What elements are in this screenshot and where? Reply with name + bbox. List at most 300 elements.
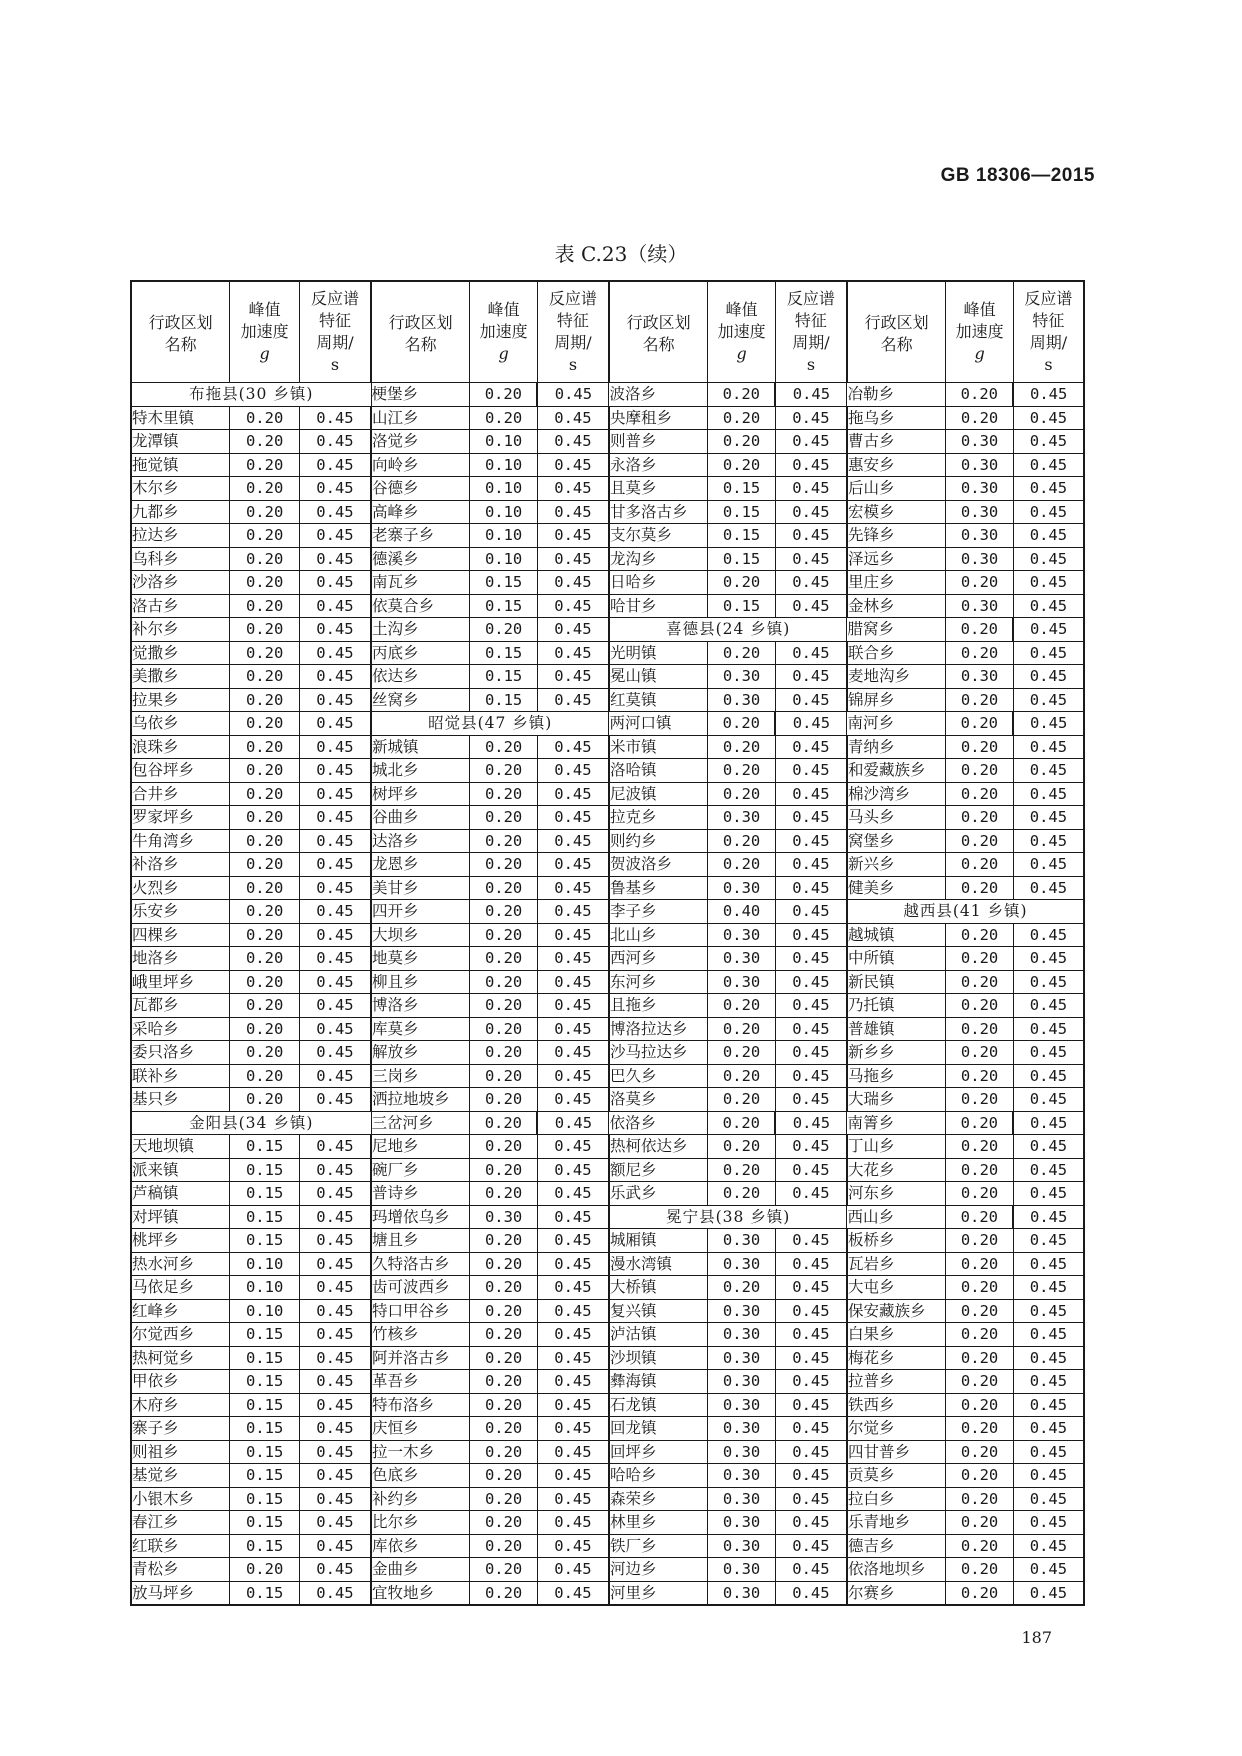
township-name: 竹核乡: [371, 1323, 470, 1347]
peak-acceleration: 0.20: [470, 1370, 538, 1394]
peak-acceleration: 0.20: [946, 1158, 1014, 1182]
township-name: 泸沽镇: [609, 1323, 708, 1347]
peak-acceleration: 0.20: [946, 641, 1014, 665]
peak-acceleration: 0.20: [708, 1064, 776, 1088]
characteristic-period: 0.45: [1013, 1229, 1084, 1253]
peak-acceleration: 0.20: [470, 900, 538, 924]
characteristic-period: 0.45: [537, 453, 609, 477]
township-name: 木尔乡: [131, 477, 230, 501]
characteristic-period: 0.45: [537, 1299, 609, 1323]
township-name: 采哈乡: [131, 1017, 230, 1041]
township-name: 沙坝镇: [609, 1346, 708, 1370]
township-name: 西河乡: [609, 947, 708, 971]
column-header-name: 行政区划 名称: [131, 281, 230, 383]
characteristic-period: 0.45: [299, 853, 371, 877]
township-name: 塘且乡: [371, 1229, 470, 1253]
peak-acceleration: 0.20: [470, 1252, 538, 1276]
peak-acceleration: 0.20: [946, 1393, 1014, 1417]
characteristic-period: 0.45: [775, 547, 847, 571]
characteristic-period: 0.45: [775, 430, 847, 454]
peak-acceleration: 0.20: [230, 806, 300, 830]
characteristic-period: 0.45: [537, 1370, 609, 1394]
characteristic-period: 0.45: [1013, 618, 1084, 642]
township-name: 达洛乡: [371, 829, 470, 853]
characteristic-period: 0.45: [299, 712, 371, 736]
characteristic-period: 0.45: [299, 1417, 371, 1441]
peak-acceleration: 0.20: [946, 994, 1014, 1018]
township-name: 尔赛乡: [847, 1581, 946, 1605]
characteristic-period: 0.45: [1013, 688, 1084, 712]
characteristic-period: 0.45: [537, 759, 609, 783]
township-name: 尼波镇: [609, 782, 708, 806]
township-name: 南瓦乡: [371, 571, 470, 595]
township-name: 春江乡: [131, 1511, 230, 1535]
peak-acceleration: 0.20: [470, 994, 538, 1018]
township-name: 哈哈乡: [609, 1464, 708, 1488]
township-name: 尔觉西乡: [131, 1323, 230, 1347]
township-name: 木府乡: [131, 1393, 230, 1417]
peak-acceleration: 0.20: [708, 1111, 776, 1135]
township-name: 补洛乡: [131, 853, 230, 877]
township-name: 西山乡: [847, 1205, 946, 1229]
column-header-pga: 峰值 加速度 g: [708, 281, 776, 383]
characteristic-period: 0.45: [299, 994, 371, 1018]
table-row: [131, 782, 1084, 806]
township-name: 革吾乡: [371, 1370, 470, 1394]
characteristic-period: 0.45: [1013, 430, 1084, 454]
table-row: [131, 1440, 1084, 1464]
characteristic-period: 0.45: [299, 970, 371, 994]
township-name: 色底乡: [371, 1464, 470, 1488]
characteristic-period: 0.45: [537, 1229, 609, 1253]
peak-acceleration: 0.30: [708, 688, 776, 712]
township-name: 彝海镇: [609, 1370, 708, 1394]
peak-acceleration: 0.20: [946, 1229, 1014, 1253]
characteristic-period: 0.45: [775, 970, 847, 994]
peak-acceleration: 0.20: [946, 829, 1014, 853]
township-name: 泽远乡: [847, 547, 946, 571]
table-row: [131, 1323, 1084, 1347]
characteristic-period: 0.45: [537, 524, 609, 548]
characteristic-period: 0.45: [775, 1534, 847, 1558]
characteristic-period: 0.45: [299, 500, 371, 524]
peak-acceleration: 0.20: [230, 430, 300, 454]
peak-acceleration: 0.20: [470, 1581, 538, 1605]
township-name: 大瑞乡: [847, 1088, 946, 1112]
characteristic-period: 0.45: [1013, 1581, 1084, 1605]
township-name: 宜牧地乡: [371, 1581, 470, 1605]
characteristic-period: 0.45: [537, 1511, 609, 1535]
characteristic-period: 0.45: [299, 1252, 371, 1276]
peak-acceleration: 0.20: [230, 571, 300, 595]
peak-acceleration: 0.20: [946, 618, 1014, 642]
characteristic-period: 0.45: [775, 806, 847, 830]
characteristic-period: 0.45: [1013, 1487, 1084, 1511]
characteristic-period: 0.45: [299, 1182, 371, 1206]
township-name: 马头乡: [847, 806, 946, 830]
characteristic-period: 0.45: [775, 1511, 847, 1535]
township-name: 南箐乡: [847, 1111, 946, 1135]
township-name: 洛古乡: [131, 594, 230, 618]
characteristic-period: 0.45: [537, 1111, 609, 1135]
table-row: [131, 970, 1084, 994]
township-name: 博洛乡: [371, 994, 470, 1018]
township-name: 拉果乡: [131, 688, 230, 712]
characteristic-period: 0.45: [775, 829, 847, 853]
characteristic-period: 0.45: [299, 735, 371, 759]
characteristic-period: 0.45: [775, 759, 847, 783]
township-name: 冕山镇: [609, 665, 708, 689]
characteristic-period: 0.45: [299, 1534, 371, 1558]
township-name: 复兴镇: [609, 1299, 708, 1323]
peak-acceleration: 0.20: [946, 1370, 1014, 1394]
peak-acceleration: 0.20: [946, 383, 1014, 407]
peak-acceleration: 0.20: [708, 782, 776, 806]
township-name: 补约乡: [371, 1487, 470, 1511]
township-name: 洛哈镇: [609, 759, 708, 783]
table-row: [131, 1393, 1084, 1417]
characteristic-period: 0.45: [537, 1393, 609, 1417]
peak-acceleration: 0.20: [230, 1088, 300, 1112]
characteristic-period: 0.45: [537, 1581, 609, 1605]
township-name: 谷曲乡: [371, 806, 470, 830]
township-name: 米市镇: [609, 735, 708, 759]
characteristic-period: 0.45: [775, 1229, 847, 1253]
peak-acceleration: 0.30: [708, 1252, 776, 1276]
table-row: [131, 547, 1084, 571]
county-heading: 布拖县(30 乡镇): [131, 383, 371, 407]
township-name: 阿并洛古乡: [371, 1346, 470, 1370]
characteristic-period: 0.45: [299, 453, 371, 477]
characteristic-period: 0.45: [1013, 1135, 1084, 1159]
characteristic-period: 0.45: [299, 1205, 371, 1229]
peak-acceleration: 0.30: [708, 1487, 776, 1511]
peak-acceleration: 0.30: [708, 1558, 776, 1582]
table-row: [131, 1581, 1084, 1605]
peak-acceleration: 0.30: [708, 1534, 776, 1558]
table-row: [131, 477, 1084, 501]
characteristic-period: 0.45: [1013, 1017, 1084, 1041]
county-heading: 越西县(41 乡镇): [847, 900, 1084, 924]
township-name: 美甘乡: [371, 876, 470, 900]
township-name: 三岔河乡: [371, 1111, 470, 1135]
township-name: 齿可波西乡: [371, 1276, 470, 1300]
township-name: 南河乡: [847, 712, 946, 736]
peak-acceleration: 0.15: [470, 665, 538, 689]
township-name: 特木里镇: [131, 406, 230, 430]
peak-acceleration: 0.30: [708, 1370, 776, 1394]
table-row: [131, 453, 1084, 477]
peak-acceleration: 0.15: [470, 571, 538, 595]
peak-acceleration: 0.20: [470, 947, 538, 971]
peak-acceleration: 0.20: [946, 1041, 1014, 1065]
characteristic-period: 0.45: [1013, 1299, 1084, 1323]
township-name: 锦屏乡: [847, 688, 946, 712]
table-row: [131, 1464, 1084, 1488]
peak-acceleration: 0.20: [708, 406, 776, 430]
characteristic-period: 0.45: [775, 853, 847, 877]
peak-acceleration: 0.10: [470, 524, 538, 548]
peak-acceleration: 0.20: [470, 406, 538, 430]
characteristic-period: 0.45: [299, 1158, 371, 1182]
peak-acceleration: 0.20: [708, 453, 776, 477]
township-name: 贡莫乡: [847, 1464, 946, 1488]
characteristic-period: 0.45: [1013, 712, 1084, 736]
township-name: 柳且乡: [371, 970, 470, 994]
township-name: 新乡乡: [847, 1041, 946, 1065]
peak-acceleration: 0.20: [946, 1511, 1014, 1535]
column-header-pga: 峰值 加速度 g: [946, 281, 1014, 383]
township-name: 德吉乡: [847, 1534, 946, 1558]
peak-acceleration: 0.20: [946, 1182, 1014, 1206]
characteristic-period: 0.45: [299, 829, 371, 853]
township-name: 尼地乡: [371, 1135, 470, 1159]
table-row: [131, 1534, 1084, 1558]
peak-acceleration: 0.20: [470, 923, 538, 947]
characteristic-period: 0.45: [537, 1534, 609, 1558]
township-name: 则普乡: [609, 430, 708, 454]
township-name: 龙沟乡: [609, 547, 708, 571]
characteristic-period: 0.45: [775, 1158, 847, 1182]
township-name: 丁山乡: [847, 1135, 946, 1159]
peak-acceleration: 0.30: [708, 1299, 776, 1323]
characteristic-period: 0.45: [299, 759, 371, 783]
peak-acceleration: 0.20: [946, 759, 1014, 783]
characteristic-period: 0.45: [1013, 1276, 1084, 1300]
township-name: 乐安乡: [131, 900, 230, 924]
township-name: 库依乡: [371, 1534, 470, 1558]
characteristic-period: 0.45: [1013, 1417, 1084, 1441]
peak-acceleration: 0.20: [230, 829, 300, 853]
peak-acceleration: 0.20: [470, 1464, 538, 1488]
township-name: 新城镇: [371, 735, 470, 759]
township-name: 热柯觉乡: [131, 1346, 230, 1370]
township-name: 北山乡: [609, 923, 708, 947]
characteristic-period: 0.45: [775, 1182, 847, 1206]
township-name: 四开乡: [371, 900, 470, 924]
peak-acceleration: 0.20: [946, 1064, 1014, 1088]
peak-acceleration: 0.15: [708, 524, 776, 548]
peak-acceleration: 0.15: [470, 688, 538, 712]
township-name: 寨子乡: [131, 1417, 230, 1441]
peak-acceleration: 0.20: [470, 853, 538, 877]
peak-acceleration: 0.15: [708, 477, 776, 501]
peak-acceleration: 0.40: [708, 900, 776, 924]
peak-acceleration: 0.20: [470, 1323, 538, 1347]
peak-acceleration: 0.20: [708, 994, 776, 1018]
peak-acceleration: 0.20: [708, 829, 776, 853]
characteristic-period: 0.45: [775, 1252, 847, 1276]
table-row: [131, 947, 1084, 971]
township-name: 德溪乡: [371, 547, 470, 571]
characteristic-period: 0.45: [537, 994, 609, 1018]
characteristic-period: 0.45: [299, 618, 371, 642]
characteristic-period: 0.45: [299, 1346, 371, 1370]
peak-acceleration: 0.30: [708, 947, 776, 971]
characteristic-period: 0.45: [537, 923, 609, 947]
peak-acceleration: 0.15: [230, 1205, 300, 1229]
table-row: [131, 923, 1084, 947]
township-name: 森荣乡: [609, 1487, 708, 1511]
column-header-name: 行政区划 名称: [609, 281, 708, 383]
peak-acceleration: 0.20: [708, 383, 776, 407]
township-name: 红峰乡: [131, 1299, 230, 1323]
township-name: 补尔乡: [131, 618, 230, 642]
peak-acceleration: 0.20: [470, 759, 538, 783]
township-name: 漫水湾镇: [609, 1252, 708, 1276]
peak-acceleration: 0.20: [946, 1276, 1014, 1300]
characteristic-period: 0.45: [775, 1581, 847, 1605]
table-row: [131, 406, 1084, 430]
characteristic-period: 0.45: [537, 1276, 609, 1300]
table-row: [131, 1182, 1084, 1206]
township-name: 回龙镇: [609, 1417, 708, 1441]
township-name: 四棵乡: [131, 923, 230, 947]
characteristic-period: 0.45: [775, 1276, 847, 1300]
peak-acceleration: 0.20: [470, 1017, 538, 1041]
characteristic-period: 0.45: [1013, 1252, 1084, 1276]
peak-acceleration: 0.20: [946, 970, 1014, 994]
township-name: 央摩租乡: [609, 406, 708, 430]
characteristic-period: 0.45: [299, 1299, 371, 1323]
peak-acceleration: 0.20: [230, 477, 300, 501]
township-name: 红联乡: [131, 1534, 230, 1558]
table-row: [131, 1346, 1084, 1370]
township-name: 梅花乡: [847, 1346, 946, 1370]
township-name: 拉普乡: [847, 1370, 946, 1394]
characteristic-period: 0.45: [1013, 1346, 1084, 1370]
table-row: [131, 1017, 1084, 1041]
peak-acceleration: 0.20: [708, 759, 776, 783]
township-name: 甘多洛古乡: [609, 500, 708, 524]
table-row: [131, 1041, 1084, 1065]
peak-acceleration: 0.20: [946, 735, 1014, 759]
table-row: [131, 1111, 1084, 1135]
peak-acceleration: 0.20: [230, 547, 300, 571]
characteristic-period: 0.45: [775, 1088, 847, 1112]
characteristic-period: 0.45: [537, 1417, 609, 1441]
characteristic-period: 0.45: [299, 1440, 371, 1464]
township-name: 解放乡: [371, 1041, 470, 1065]
table-row: [131, 500, 1084, 524]
peak-acceleration: 0.20: [946, 1487, 1014, 1511]
township-name: 沙洛乡: [131, 571, 230, 595]
peak-acceleration: 0.20: [708, 1135, 776, 1159]
peak-acceleration: 0.20: [230, 970, 300, 994]
characteristic-period: 0.45: [775, 688, 847, 712]
peak-acceleration: 0.20: [230, 453, 300, 477]
township-name: 包谷坪乡: [131, 759, 230, 783]
standard-code: GB 18306—2015: [940, 165, 1095, 186]
characteristic-period: 0.45: [775, 1323, 847, 1347]
township-name: 曹古乡: [847, 430, 946, 454]
peak-acceleration: 0.15: [708, 547, 776, 571]
township-name: 向岭乡: [371, 453, 470, 477]
township-name: 高峰乡: [371, 500, 470, 524]
peak-acceleration: 0.30: [708, 1417, 776, 1441]
township-name: 宏模乡: [847, 500, 946, 524]
peak-acceleration: 0.10: [230, 1299, 300, 1323]
township-name: 则约乡: [609, 829, 708, 853]
peak-acceleration: 0.20: [230, 1064, 300, 1088]
characteristic-period: 0.45: [299, 1276, 371, 1300]
township-name: 棉沙湾乡: [847, 782, 946, 806]
township-name: 依洛地坝乡: [847, 1558, 946, 1582]
peak-acceleration: 0.20: [946, 1252, 1014, 1276]
township-name: 普诗乡: [371, 1182, 470, 1206]
characteristic-period: 0.45: [1013, 547, 1084, 571]
peak-acceleration: 0.20: [230, 759, 300, 783]
township-name: 且拖乡: [609, 994, 708, 1018]
township-name: 美撒乡: [131, 665, 230, 689]
characteristic-period: 0.45: [1013, 970, 1084, 994]
peak-acceleration: 0.30: [708, 1393, 776, 1417]
characteristic-period: 0.45: [299, 1464, 371, 1488]
characteristic-period: 0.45: [1013, 1440, 1084, 1464]
peak-acceleration: 0.20: [946, 1323, 1014, 1347]
peak-acceleration: 0.20: [230, 900, 300, 924]
township-name: 乃托镇: [847, 994, 946, 1018]
characteristic-period: 0.45: [775, 1464, 847, 1488]
characteristic-period: 0.45: [775, 594, 847, 618]
characteristic-period: 0.45: [537, 829, 609, 853]
peak-acceleration: 0.30: [708, 923, 776, 947]
township-name: 桃坪乡: [131, 1229, 230, 1253]
characteristic-period: 0.45: [1013, 759, 1084, 783]
peak-acceleration: 0.20: [946, 1346, 1014, 1370]
characteristic-period: 0.45: [537, 594, 609, 618]
township-name: 火烈乡: [131, 876, 230, 900]
township-name: 河东乡: [847, 1182, 946, 1206]
peak-acceleration: 0.15: [230, 1323, 300, 1347]
peak-acceleration: 0.20: [230, 1558, 300, 1582]
peak-acceleration: 0.15: [230, 1229, 300, 1253]
township-name: 龙潭镇: [131, 430, 230, 454]
characteristic-period: 0.45: [1013, 665, 1084, 689]
peak-acceleration: 0.20: [708, 1041, 776, 1065]
township-name: 库莫乡: [371, 1017, 470, 1041]
township-name: 永洛乡: [609, 453, 708, 477]
township-name: 惠安乡: [847, 453, 946, 477]
township-name: 林里乡: [609, 1511, 708, 1535]
peak-acceleration: 0.30: [708, 1346, 776, 1370]
table-row: [131, 853, 1084, 877]
peak-acceleration: 0.10: [470, 500, 538, 524]
peak-acceleration: 0.30: [946, 453, 1014, 477]
characteristic-period: 0.45: [537, 500, 609, 524]
characteristic-period: 0.45: [775, 1417, 847, 1441]
table-row: [131, 665, 1084, 689]
township-name: 且莫乡: [609, 477, 708, 501]
characteristic-period: 0.45: [775, 947, 847, 971]
township-name: 大坝乡: [371, 923, 470, 947]
township-name: 大屯乡: [847, 1276, 946, 1300]
characteristic-period: 0.45: [299, 876, 371, 900]
characteristic-period: 0.45: [775, 1111, 847, 1135]
characteristic-period: 0.45: [1013, 500, 1084, 524]
township-name: 东河乡: [609, 970, 708, 994]
township-name: 浪珠乡: [131, 735, 230, 759]
peak-acceleration: 0.20: [230, 688, 300, 712]
peak-acceleration: 0.15: [230, 1158, 300, 1182]
characteristic-period: 0.45: [537, 876, 609, 900]
page-number: 187: [1021, 1628, 1052, 1647]
township-name: 麦地沟乡: [847, 665, 946, 689]
characteristic-period: 0.45: [537, 1487, 609, 1511]
characteristic-period: 0.45: [775, 500, 847, 524]
peak-acceleration: 0.20: [230, 853, 300, 877]
peak-acceleration: 0.20: [946, 1581, 1014, 1605]
